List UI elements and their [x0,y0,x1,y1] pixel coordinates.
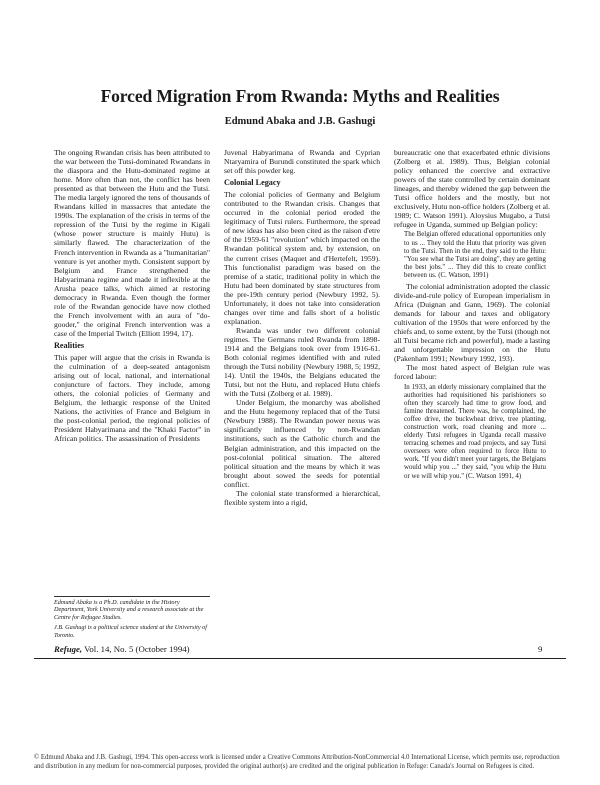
journal-name: Refuge, [54,644,83,654]
journal-issue: Vol. 14, No. 5 (October 1994) [84,644,190,654]
author-notes [54,596,210,642]
block-quote-mugabo: The Belgian offered educational opportunities only to us ... They told the Hutu that priority was given to the Tutsi. Then in the end, they said to the Hutu: "You see what the Tutsi are doing", they are getting the best jobs." ... They did this to create conflict between us. (C. Watson, 1991) [404,231,546,279]
column-1 [54,148,210,444]
colonial-paragraph-3: Under Belgium, the monarchy was abolished and the Hutu hegemony replaced that of the Tutsi (Newbury 1988). The Rwandan power nexus was significantly influenced by non-Rwandan institutions, such as the Catholic church and the Belgian administration, and this impacted on the post-colonial political situation. The altered political situation and the means by which it was brought about sowed the seeds for potential conflict. [224,398,380,489]
author-note-gashugi: J.B. Gashugi is a political science student at the University of Toronto. [54,624,207,639]
colonial-paragraph-2: Rwanda was under two different colonial regimes. The Germans ruled Rwanda from 1898-1914 and the Belgians took over from 1916-61. Both colonial regimes identified with and ruled through the Tutsi nobility (Newbury 1988, 5; 1992, 14). Until the 1940s, the Belgians educated the Tutsi, but not the Hutu, and replaced Hutu chiefs with the Tutsi (Zolberg et al. 1989). [224,325,380,399]
realities-paragraph: This paper will argue that the crisis in Rwanda is the culmination of a deep-seated antagonism arising out of local, national, and international conjuncture of factors. They include, among others, the colonial policies of Germany and Belgium, the lethargic response of the United Nations, the activities of France and Belgium in the post-colonial period, the regional policies of President Habyarimana and the "Khaki Factor" in African politics. The assassination of Presidents [54,353,210,444]
footer-divider [34,658,566,659]
column3-paragraph-2: The colonial administration adopted the classic divide-and-rule policy of European imperialism in Africa (Duignan and Gann, 1969). The colonial demands for labour and taxes and obligatory cultivation of the 1950s that were enforced by the chiefs and, to some extent, by the Tutsi (though not all Tutsi became rich and powerful), made a lasting and unforgettable impression on the Hutu (Pakenham 1991; Newbury 1992, 193). [394,281,550,364]
page-number: 9 [538,644,543,654]
author-note-abaka: Edmund Abaka is a Ph.D. candidate in the History Department, York University and a research associate at the Centre for Refugee Studies. [54,599,204,621]
license-notice: © Edmund Abaka and J.B. Gashugi, 1994. This open-access work is licensed under a Creative Commons Attribution-NonCommercial 4.0 International License, which permits use, reproduction and distribution in any medium for non-commercial purposes, provided the original author(s) are credited and the original publication in Refuge: Canada's Journal on Refugees is cited. [34,754,560,770]
column-2 [224,148,380,507]
colonial-paragraph-1: The colonial policies of Germany and Belgium contributed to the Rwandan crisis. Changes that occurred in the colonial period eroded the legitimacy of Tutsi rulers. Furthermore, the spread of new ideas has also been cited as the raison d'etre of the 1959-61 "revolution" which impacted on the Rwandan political system and, by extension, on the current crises (Maquet and d'Hertefelt, 1959). This functionalist paradigm was based on the premise of a static, traditional polity in which the Hutu had been dominated by state structures from the pre-19th century period (Newbury 1992, 5). Unfortunately, it does not take into consideration changes over time and falls short of a holistic explanation. [224,190,380,326]
column3-paragraph-3: The most hated aspect of Belgian rule was forced labour: [394,363,550,382]
journal-citation [54,644,190,654]
article-title: Forced Migration From Rwanda: Myths and Realities [100,86,500,106]
column3-paragraph-1: bureaucratic one that exacerbated ethnic divisions (Zolberg et al. 1989). Thus, Belgian colonial policy enhanced the coercive and extractive powers of the state controlled by certain dominant lineages, and thereby widened the gap between the Tutsi office holders and the mostly, but not exclusively, Hutu non-office holders (Zolberg et al. 1989; C. Watson 1991). Aloysius Mugabo, a Tutsi refugee in Uganda, summed up Belgian policy: [394,148,550,230]
section-heading-colonial-legacy: Colonial Legacy [224,178,281,188]
section-heading-realities: Realities [54,340,85,350]
intro-paragraph: The ongoing Rwandan crisis has been attributed to the war between the Tutsi-dominated Rwandans in the diaspora and the Hutu-dominated regime at home. More often than not, the conflict has been presented as that between the Hutu and the Tutsi. The media largely ignored the tens of thousands of Rwandans killed in massacres that antedate the 1990s. The explanation of the crisis in terms of the repression of the Tutsi by the regime in Kigali (whose power structure is mainly Hutu) is similarly flawed. The characterization of the French intervention in Rwanda as a "humanitarian" venture is yet another myth. Consistent support by Belgium and France strengthened the Habyarimana regime and made it inflexible at the Arusha peace talks, which aimed at restoring democracy in Rwanda. Even though the former role of the Rwandan genocide have now clothed the French involvement with an aura of "do-gooder," the original French intervention was a case of the Imperial Twitch (Elliott 1994, 17). [54,148,210,338]
block-quote-forced-labour: In 1933, an elderly missionary complained that the authorities had requisitioned his parishioners so often they scarcely had time to grow food, and famine threatened. There was, he complained, the coffee drive, the buckwheat drive, tree planting, construction work, road cleaning and more ... elderly Tutsi refugees in Uganda recall massive terracing schemes and road projects, and say Tutsi overseers were often required to force Hutu to work. "If you didn't meet your targets, the Belgians would whip you ..." they said, "you whip the Hutu or we will whip you." (C. Watson 1991, 4) [404,383,546,480]
column-3 [394,148,550,483]
colonial-paragraph-4: The colonial state transformed a hierarchical, flexible system into a rigid, [224,488,380,507]
continuation-paragraph: Juvenal Habyarimana of Rwanda and Cyprian Ntaryamira of Burundi constituted the spark which set off this powder keg. [224,148,380,176]
article-authors: Edmund Abaka and J.B. Gashugi [224,116,376,127]
